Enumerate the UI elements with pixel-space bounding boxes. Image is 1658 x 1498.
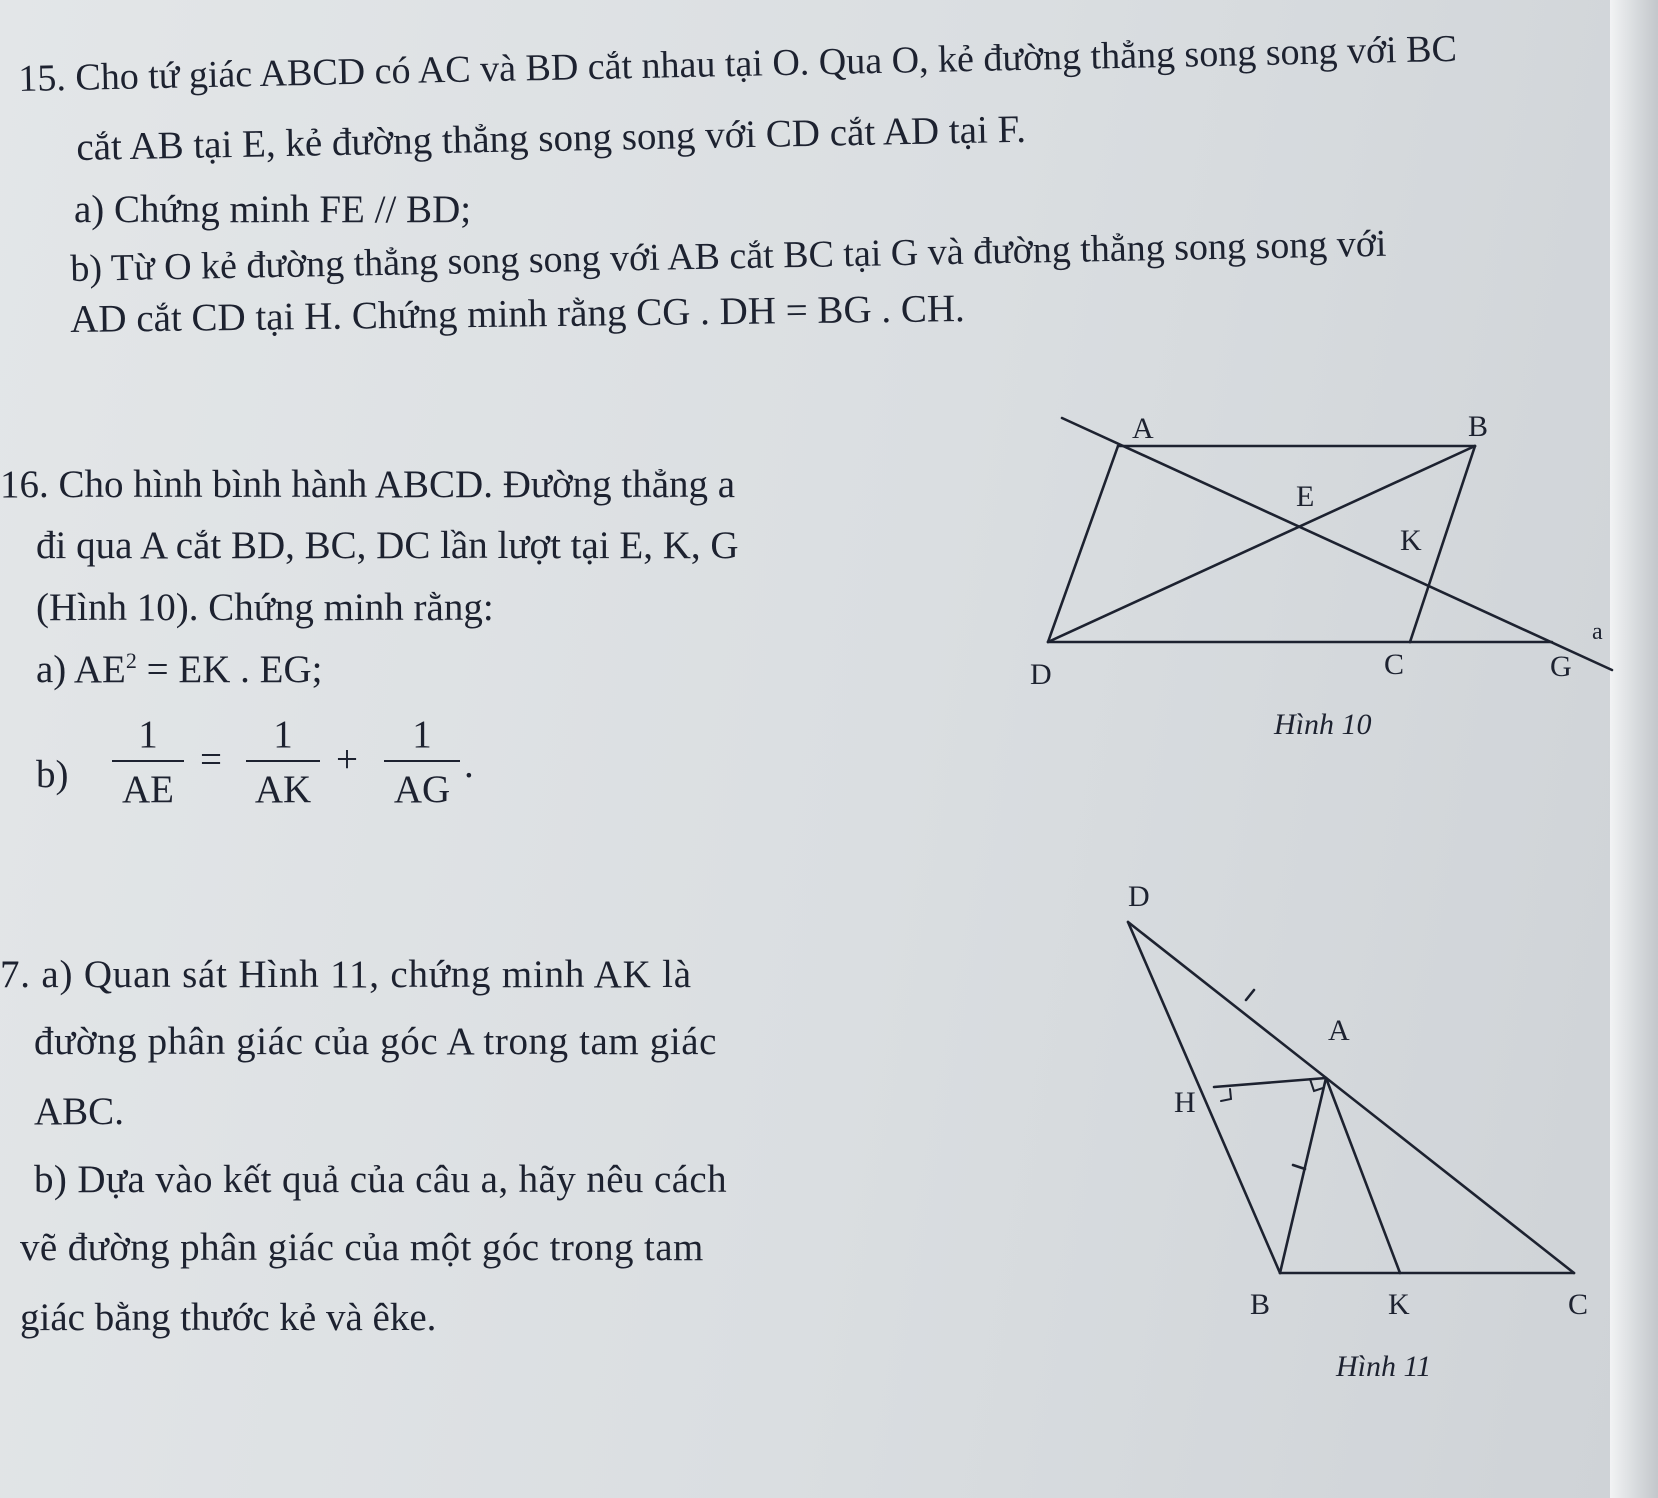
equals-sign: = [200,738,222,781]
fig10-label-g: G [1550,650,1572,683]
segment-db [1128,922,1280,1273]
p16-part-b-prefix: b) [36,753,69,796]
plus-sign: + [336,738,358,781]
p16-line3: (Hình 10). Chứng minh rằng: [36,586,494,629]
fig11-label-a: A [1328,1014,1350,1047]
fig10-label-e: E [1296,480,1315,513]
fraction-2-numerator: 1 [273,713,293,756]
p15-part-b2: AD cắt CD tại H. Chứng minh rằng CG . DH = BG . CH. [69,287,966,341]
fig11-label-h: H [1174,1086,1196,1119]
right-angle-mark-h [1221,1089,1231,1101]
figure-11-caption: Hình 11 [1336,1350,1432,1383]
fig11-label-k: K [1388,1288,1410,1321]
fig11-label-b: B [1250,1288,1271,1321]
p15-line1: 15. Cho tứ giác ABCD có AC và BD cắt nhau tại O. Qua O, kẻ đường thẳng song song với BC [17,27,1458,100]
fraction-3-numerator: 1 [412,713,432,756]
fraction-2-denominator: AK [254,768,312,811]
p15-line2: cắt AB tại E, kẻ đường thẳng song song với CD cắt AD tại F. [75,107,1027,169]
p17-part-a1: 7. a) Quan sát Hình 11, chứng minh AK là [0,953,692,996]
p16-a-exponent: 2 [125,648,137,673]
figure-10-caption: Hình 10 [1274,708,1372,741]
fraction-1-denominator: AE [122,768,174,811]
p15-part-b1: b) Từ O kẻ đường thẳng song song với AB cắt BC tại G và đường thẳng song song với [69,222,1387,290]
p16-a-prefix: a) AE [36,648,126,691]
p16-a-rest: = EK . EG; [136,648,323,691]
p17-part-a2: đường phân giác của góc A trong tam giác [34,1020,718,1063]
fraction-3-denominator: AG [393,768,451,811]
tick-mark-ab [1293,1165,1305,1169]
right-angle-mark-a [1310,1079,1323,1091]
fig11-label-c: C [1568,1288,1589,1321]
p16-line2: đi qua A cắt BD, BC, DC lần lượt tại E, K, G [36,524,739,567]
p16-line1: 16. Cho hình bình hành ABCD. Đường thẳng a [0,463,736,506]
fraction-1-numerator: 1 [138,713,158,756]
fig10-label-a-point: A [1132,412,1154,445]
p17-part-b1: b) Dựa vào kết quả của câu a, hãy nêu cách [34,1158,728,1201]
period: . [464,743,474,786]
p17-part-b3: giác bằng thước kẻ và êke. [20,1296,437,1339]
p15-part-a: a) Chứng minh FE // BD; [74,188,472,231]
fig10-label-b: B [1468,410,1489,443]
segment-ab [1280,1078,1326,1273]
tick-mark-da [1246,990,1254,1000]
fig10-label-d: D [1030,658,1052,691]
fig11-label-d: D [1128,880,1150,913]
p17-part-a3: ABC. [34,1090,124,1133]
fig10-label-k: K [1400,524,1422,557]
p17-part-b2: vẽ đường phân giác của một góc trong tam [20,1226,704,1269]
fig10-label-line-a: a [1592,619,1603,645]
fig10-label-c: C [1384,648,1405,681]
